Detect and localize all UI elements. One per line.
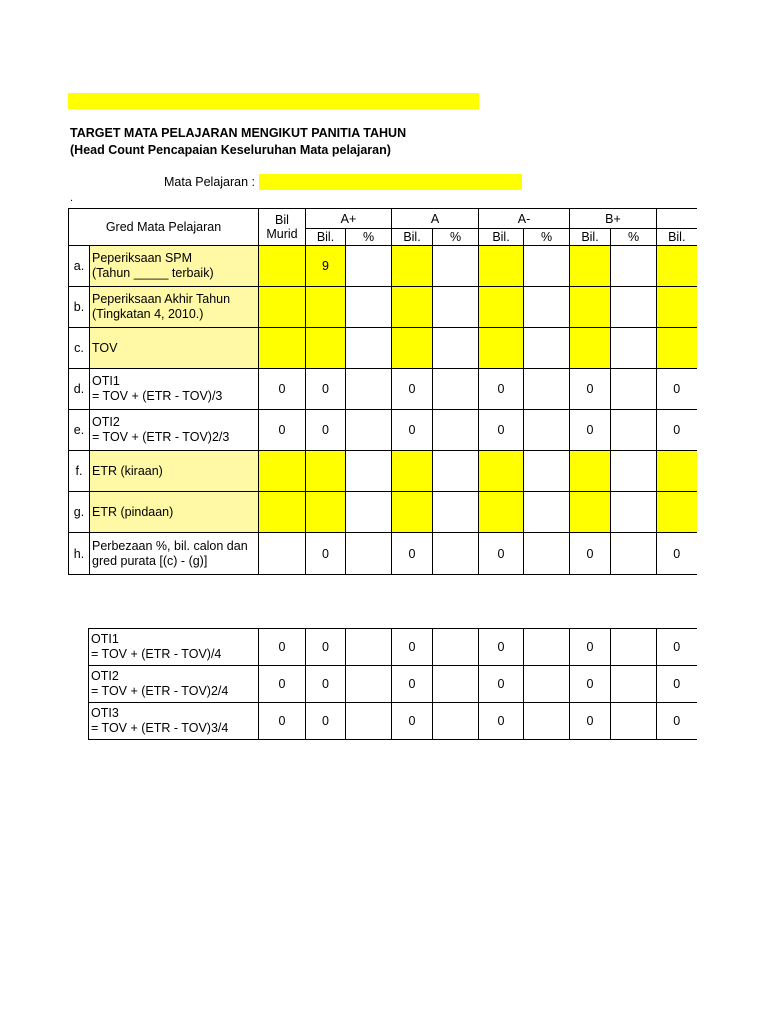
row-label [90,369,259,410]
row-label-line1: OTI2 [92,415,120,429]
value-cell: 0 [306,703,346,740]
input-cell[interactable] [392,328,433,369]
input-cell[interactable] [657,492,697,533]
row-index: e. [69,410,90,451]
pct-cell [524,287,570,328]
header-bil-murid [259,209,306,246]
input-cell[interactable] [259,287,306,328]
pct-cell [433,246,479,287]
target-table [68,208,697,575]
row-label-line1: Peperiksaan SPM [92,251,193,265]
sub-bil: Bil. [479,229,524,246]
header-bil-murid-line2: Murid [266,227,298,241]
row-label-line2: = TOV + (ETR - TOV)3/4 [91,721,229,735]
sub-pct: % [611,229,657,246]
input-cell[interactable] [306,328,346,369]
header-grade-aminus: A- [479,209,570,229]
input-cell[interactable] [479,492,524,533]
sub-bil: Bil. [392,229,433,246]
row-label [89,629,259,666]
pct-cell [611,287,657,328]
value-cell: 0 [259,666,306,703]
pct-cell [346,410,392,451]
value-cell: 0 [259,703,306,740]
header-grade-bplus: B+ [570,209,657,229]
row-label [90,410,259,451]
row-index: d. [69,369,90,410]
value-cell: 0 [479,410,524,451]
pct-cell [433,369,479,410]
value-cell: 0 [306,410,346,451]
value-cell: 0 [306,629,346,666]
row-label: ETR (kiraan) [90,451,259,492]
value-cell [259,533,306,575]
input-cell[interactable]: 9 [306,246,346,287]
input-cell[interactable] [259,492,306,533]
input-cell[interactable] [259,328,306,369]
page-subtitle: (Head Count Pencapaian Keseluruhan Mata pelajaran) [70,143,391,157]
row-label [89,703,259,740]
value-cell: 0 [570,703,611,740]
pct-cell [611,328,657,369]
header-bil-murid-line1: Bil [275,213,289,227]
pct-cell [524,666,570,703]
row-label-line2: (Tingkatan 4, 2010.) [92,307,204,321]
row-index: g. [69,492,90,533]
sub-bil: Bil. [570,229,611,246]
row-index: c. [69,328,90,369]
pct-cell [433,410,479,451]
value-cell: 0 [306,369,346,410]
input-cell[interactable] [392,451,433,492]
sub-pct: % [346,229,392,246]
input-cell[interactable] [259,246,306,287]
value-cell: 0 [392,629,433,666]
pct-cell [346,246,392,287]
value-cell: 0 [392,666,433,703]
input-cell[interactable] [259,451,306,492]
row-label [90,246,259,287]
value-cell: 0 [570,533,611,575]
row-label-line2: (Tahun _____ terbaik) [92,266,214,280]
row-index: a. [69,246,90,287]
header-grade-next [657,209,697,229]
pct-cell [611,369,657,410]
pct-cell [524,629,570,666]
stray-dot: . [70,192,74,204]
sub-bil: Bil. [657,229,697,246]
pct-cell [433,328,479,369]
input-cell[interactable] [479,246,524,287]
value-cell: 0 [259,410,306,451]
row-index: h. [69,533,90,575]
value-cell: 0 [657,410,697,451]
input-cell[interactable] [306,287,346,328]
pct-cell [611,666,657,703]
row-label [89,666,259,703]
input-cell[interactable] [570,492,611,533]
pct-cell [524,451,570,492]
pct-cell [346,533,392,575]
sub-pct: % [524,229,570,246]
subject-input-field[interactable] [259,174,522,190]
input-cell[interactable] [306,451,346,492]
sub-pct: % [433,229,479,246]
pct-cell [433,703,479,740]
row-label-line1: Perbezaan %, bil. calon dan [92,538,248,553]
row-label-line1: OTI1 [91,632,119,646]
row-index: f. [69,451,90,492]
input-cell[interactable] [657,246,697,287]
value-cell: 0 [570,369,611,410]
oti-quarter-table [88,628,697,740]
value-cell: 0 [479,533,524,575]
input-cell[interactable] [392,287,433,328]
row-label-line2: = TOV + (ETR - TOV)/4 [91,647,222,661]
row-label-line1: OTI1 [92,374,120,388]
pct-cell [433,533,479,575]
input-cell[interactable] [479,328,524,369]
input-cell[interactable] [479,287,524,328]
pct-cell [524,246,570,287]
value-cell: 0 [392,369,433,410]
value-cell: 0 [657,369,697,410]
pct-cell [524,533,570,575]
row-label-line1: OTI3 [91,706,119,720]
pct-cell [611,246,657,287]
input-cell[interactable] [570,246,611,287]
input-cell[interactable] [392,246,433,287]
pct-cell [524,492,570,533]
input-cell[interactable] [570,328,611,369]
value-cell: 0 [657,629,697,666]
row-label [90,287,259,328]
value-cell: 0 [657,703,697,740]
row-label-line2: = TOV + (ETR - TOV)2/3 [92,430,230,444]
header-grade-a: A [392,209,479,229]
pct-cell [611,410,657,451]
pct-cell [611,703,657,740]
value-cell: 0 [657,533,697,575]
value-cell: 0 [657,666,697,703]
input-cell[interactable] [657,451,697,492]
value-cell: 0 [570,410,611,451]
input-cell[interactable] [657,287,697,328]
row-label-line2: = TOV + (ETR - TOV)/3 [92,389,223,403]
value-cell: 0 [392,533,433,575]
row-label-line1: OTI2 [91,669,119,683]
value-cell: 0 [479,703,524,740]
row-label-line2: = TOV + (ETR - TOV)2/4 [91,684,229,698]
highlight-bar [68,93,479,109]
value-cell: 0 [570,666,611,703]
subject-label: Mata Pelajaran : [164,175,256,189]
pct-cell [524,703,570,740]
header-grade-aplus: A+ [306,209,392,229]
value-cell: 0 [479,369,524,410]
value-cell: 0 [259,629,306,666]
pct-cell [433,451,479,492]
pct-cell [346,629,392,666]
pct-cell [346,328,392,369]
pct-cell [611,533,657,575]
value-cell: 0 [479,629,524,666]
page-title: TARGET MATA PELAJARAN MENGIKUT PANITIA TAHUN [70,126,407,140]
pct-cell [346,703,392,740]
row-index: b. [69,287,90,328]
input-cell[interactable] [392,492,433,533]
input-cell[interactable] [570,451,611,492]
value-cell: 0 [306,666,346,703]
row-label-line2: gred purata [(c) - (g)] [92,553,208,568]
pct-cell [524,369,570,410]
pct-cell [611,451,657,492]
sub-bil: Bil. [306,229,346,246]
row-label: ETR (pindaan) [90,492,259,533]
value-cell: 0 [392,703,433,740]
value-cell: 0 [479,666,524,703]
pct-cell [433,287,479,328]
pct-cell [611,629,657,666]
pct-cell [524,410,570,451]
pct-cell [346,451,392,492]
pct-cell [433,629,479,666]
input-cell[interactable] [570,287,611,328]
row-label [90,533,259,575]
value-cell: 0 [570,629,611,666]
value-cell: 0 [392,410,433,451]
pct-cell [433,492,479,533]
pct-cell [346,492,392,533]
pct-cell [346,369,392,410]
pct-cell [611,492,657,533]
header-gred: Gred Mata Pelajaran [69,209,259,246]
row-label: TOV [90,328,259,369]
value-cell: 0 [259,369,306,410]
input-cell[interactable] [479,451,524,492]
pct-cell [346,287,392,328]
pct-cell [346,666,392,703]
value-cell: 0 [306,533,346,575]
input-cell[interactable] [657,328,697,369]
input-cell[interactable] [306,492,346,533]
pct-cell [433,666,479,703]
pct-cell [524,328,570,369]
row-label-line1: Peperiksaan Akhir Tahun [92,292,231,306]
